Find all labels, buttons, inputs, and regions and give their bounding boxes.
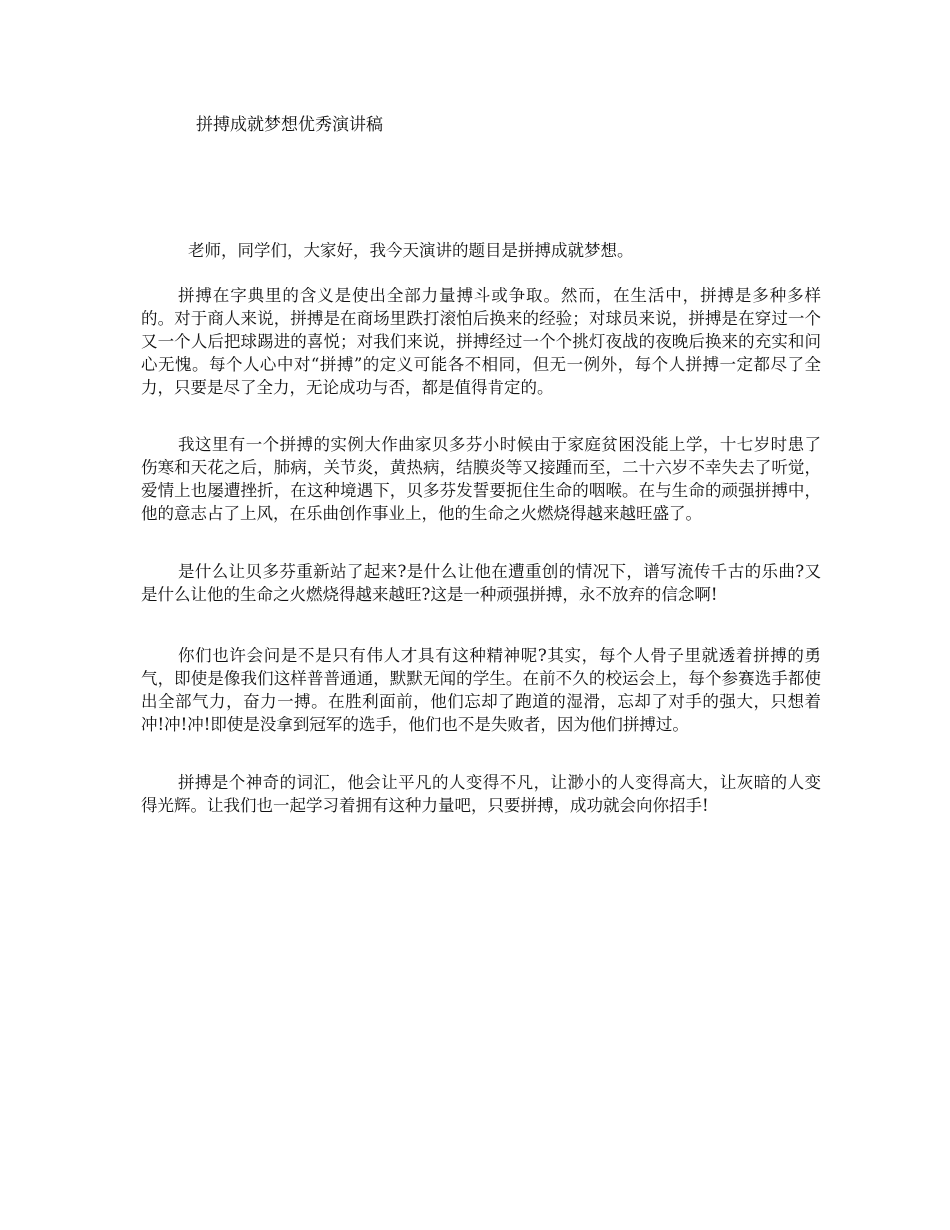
paragraph-students: 你们也许会问是不是只有伟人才具有这种精神呢?其实，每个人骨子里就透着拼搏的勇气，即使是像我们这样普普通通，默默无闻的学生。在前不久的校运会上，每个参赛选手都使出全部气力，奋力一搏。在胜利面前，他们忘却了跑道的湿滑，忘却了对手的强大，只想着冲!冲!冲!即使是没拿到冠军的选手，他们也不是失败者，因为他们拼搏过。 (141, 646, 821, 734)
paragraph-beethoven-example: 我这里有一个拼搏的实例大作曲家贝多芬小时候由于家庭贫困没能上学，十七岁时患了伤寒和天花之后，肺病，关节炎，黄热病，结膜炎等又接踵而至，二十六岁不幸失去了听觉，爱情上也屡遭挫折，在这种境遇下，贝多芬发誓要扼住生命的咽喉。在与生命的顽强拼搏中，他的意志占了上风，在乐曲创作事业上，他的生命之火燃烧得越来越旺盛了。 (141, 435, 821, 523)
paragraph-conclusion: 拼搏是个神奇的词汇，他会让平凡的人变得不凡，让渺小的人变得高大，让灰暗的人变得光辉。让我们也一起学习着拥有这种力量吧，只要拼搏，成功就会向你招手! (141, 773, 821, 815)
paragraph-definition: 拼搏在字典里的含义是使出全部力量搏斗或争取。然而，在生活中，拼搏是多种多样的。对于商人来说，拼搏是在商场里跌打滚怕后换来的经验；对球员来说，拼搏是在穿过一个又一个人后把球踢进的喜悦；对我们来说，拼搏经过一个个挑灯夜战的夜晚后换来的充实和问心无愧。每个人心中对“拼搏”的定义可能各不相同，但无一例外，每个人拼搏一定都尽了全力，只要是尽了全力，无论成功与否，都是值得肯定的。 (141, 286, 821, 397)
paragraph-questions: 是什么让贝多芬重新站了起来?是什么让他在遭重创的情况下，谱写流传千古的乐曲?又是什么让他的生命之火燃烧得越来越旺?这是一种顽强拼搏，永不放弃的信念啊! (141, 562, 821, 604)
greeting-line: 老师，同学们，大家好，我今天演讲的题目是拼搏成就梦想。 (188, 241, 634, 260)
document-title: 拼搏成就梦想优秀演讲稿 (196, 115, 383, 135)
